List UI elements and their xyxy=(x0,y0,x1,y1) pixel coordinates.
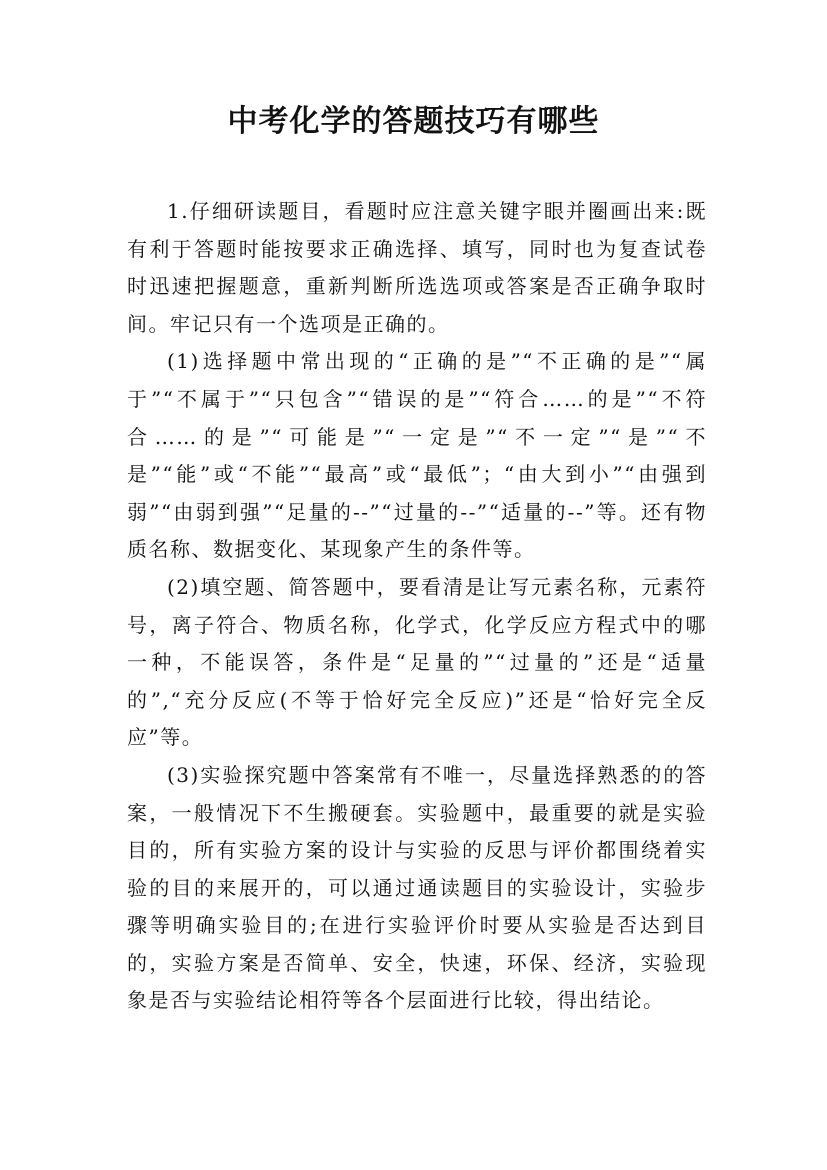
paragraph-fill-in: (2)填空题、简答题中，要看清是让写元素名称，元素符号，离子符合、物质名称，化学式，化学反应方程式中的哪一种，不能误答，条件是“足量的”“过量的”还是“适量的”,“充分反应(不等于恰好完全反应)”还是“恰好完全反应”等。 xyxy=(127,574,707,750)
paragraph-tip-1: 1.仔细研读题目，看题时应注意关键字眼并圈画出来:既有利于答题时能按要求正确选择、填写，同时也为复查试卷时迅速把握题意，重新判断所选选项或答案是否正确争取时间。牢记只有一个选项是正确的。 xyxy=(127,199,707,336)
document-title: 中考化学的答题技巧有哪些 xyxy=(227,104,600,139)
document-body xyxy=(127,193,707,1020)
paragraph-experiment: (3)实验探究题中答案常有不唯一，尽量选择熟悉的的答案，一般情况下不生搬硬套。实验题中，最重要的就是实验目的，所有实验方案的设计与实验的反思与评价都围绕着实验的目的来展开的，可以通过通读题目的实验设计，实验步骤等明确实验目的;在进行实验评价时要从实验是否达到目的，实验方案是否简单、安全，快速，环保、经济，实验现象是否与实验结论相符等各个层面进行比较，得出结论。 xyxy=(127,762,707,1013)
paragraph-multiple-choice: (1)选择题中常出现的“正确的是”“不正确的是”“属于”“不属于”“只包含”“错误的是”“符合……的是”“不符合……的是”“可能是”“一定是”“不一定”“是”“不是”“能”或“不能”“最高”或“最低”；“由大到小”“由强到弱”“由弱到强”“足量的--”“过量的--”“适量的--”等。还有物质名称、数据变化、某现象产生的条件等。 xyxy=(127,349,707,562)
